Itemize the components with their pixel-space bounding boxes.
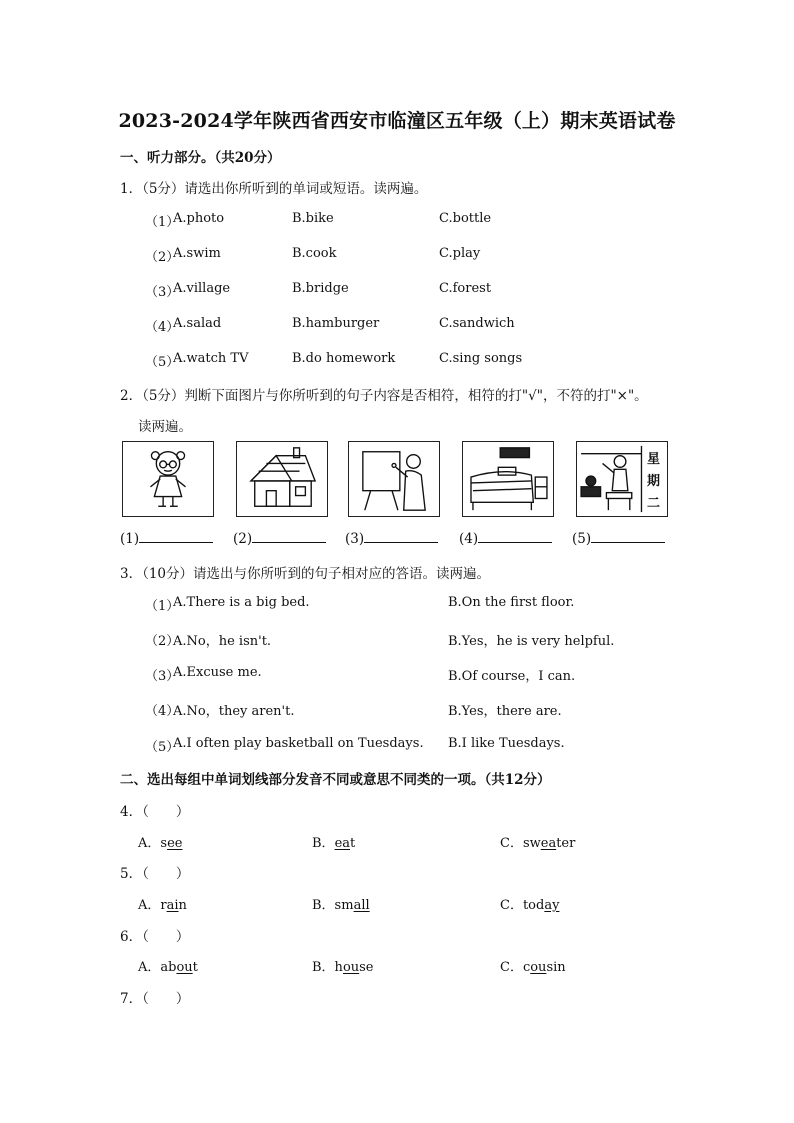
- calendar-char-1: 星: [647, 452, 661, 467]
- bed-icon: [463, 442, 553, 516]
- option-a[interactable]: A．see: [138, 836, 183, 851]
- option-a[interactable]: A.Excuse me.: [173, 665, 262, 680]
- answer-blank-2[interactable]: (2): [233, 530, 326, 547]
- q3-stem: 3．（10分）请选出与你所听到的句子相对应的答语。读两遍。: [120, 566, 491, 582]
- picture-house: [236, 441, 328, 517]
- picture-girl: [122, 441, 214, 517]
- option-a[interactable]: A.No，they aren't.: [173, 704, 295, 719]
- q4-number[interactable]: 4．（ ）: [120, 804, 190, 820]
- section-2-heading: 二、选出每组中单词划线部分发音不同或意思不同类的一项。（共12分）: [120, 772, 551, 788]
- section-1-heading: 一、听力部分。（共20分）: [120, 150, 281, 166]
- option-c[interactable]: C．sweater: [500, 836, 576, 851]
- calendar-char-3: 二: [647, 496, 661, 511]
- q5-number[interactable]: 5．（ ）: [120, 866, 190, 882]
- option-b[interactable]: B.Of course，I can.: [448, 669, 576, 684]
- option-b[interactable]: B.bridge: [292, 281, 349, 296]
- option-a[interactable]: A.swim: [173, 246, 221, 261]
- girl-icon: [123, 442, 213, 516]
- option-c[interactable]: C．cousin: [500, 960, 566, 975]
- option-b[interactable]: B.hamburger: [292, 316, 380, 331]
- q1-stem: 1．（5分）请选出你所听到的单词或短语。读两遍。: [120, 181, 428, 197]
- option-a[interactable]: A.salad: [173, 316, 222, 331]
- q6-number[interactable]: 6．（ ）: [120, 929, 190, 945]
- answer-blank-3[interactable]: (3): [345, 530, 438, 547]
- q2-stem: 2．（5分）判断下面图片与你所听到的句子内容是否相符，相符的打"√"，不符的打"×"。: [120, 388, 648, 404]
- option-a[interactable]: A.There is a big bed.: [173, 595, 310, 610]
- answer-blank-5[interactable]: (5): [572, 530, 665, 547]
- option-c[interactable]: C.bottle: [439, 211, 492, 226]
- option-a[interactable]: A.No，he isn't.: [173, 634, 272, 649]
- page-title: 2023-2024学年陕西省西安市临潼区五年级（上）期末英语试卷: [118, 110, 676, 132]
- option-a[interactable]: A．rain: [138, 898, 187, 913]
- picture-bedroom: [462, 441, 554, 517]
- option-a[interactable]: A．about: [138, 960, 198, 975]
- answer-blank-4[interactable]: (4): [459, 530, 552, 547]
- option-c[interactable]: C.forest: [439, 281, 492, 296]
- option-a[interactable]: A.village: [173, 281, 231, 296]
- option-c[interactable]: C.play: [439, 246, 481, 261]
- option-b[interactable]: B．small: [312, 898, 370, 913]
- option-c[interactable]: C.sing songs: [439, 351, 523, 366]
- option-b[interactable]: B.On the first floor.: [448, 595, 575, 610]
- q7-number[interactable]: 7．（ ）: [120, 991, 190, 1007]
- option-b[interactable]: B．eat: [312, 836, 356, 851]
- option-b[interactable]: B.cook: [292, 246, 337, 261]
- option-b[interactable]: B.Yes，there are.: [448, 704, 562, 719]
- calendar-char-2: 期: [647, 474, 661, 489]
- option-c[interactable]: C．today: [500, 898, 560, 913]
- option-a[interactable]: A.watch TV: [173, 351, 249, 366]
- option-b[interactable]: B．house: [312, 960, 374, 975]
- option-b[interactable]: B.I like Tuesdays.: [448, 736, 565, 751]
- option-b[interactable]: B.bike: [292, 211, 334, 226]
- answer-blank-1[interactable]: (1): [120, 530, 213, 547]
- picture-classroom: [576, 441, 668, 517]
- option-a[interactable]: A.photo: [173, 211, 225, 226]
- q2-stem-cont: 读两遍。: [138, 419, 192, 435]
- painting-icon: [349, 442, 439, 516]
- option-b[interactable]: B.Yes，he is very helpful.: [448, 634, 615, 649]
- picture-painting: [348, 441, 440, 517]
- option-c[interactable]: C.sandwich: [439, 316, 515, 331]
- house-icon: [237, 442, 327, 516]
- option-b[interactable]: B.do homework: [292, 351, 396, 366]
- option-a[interactable]: A.I often play basketball on Tuesdays.: [173, 736, 424, 751]
